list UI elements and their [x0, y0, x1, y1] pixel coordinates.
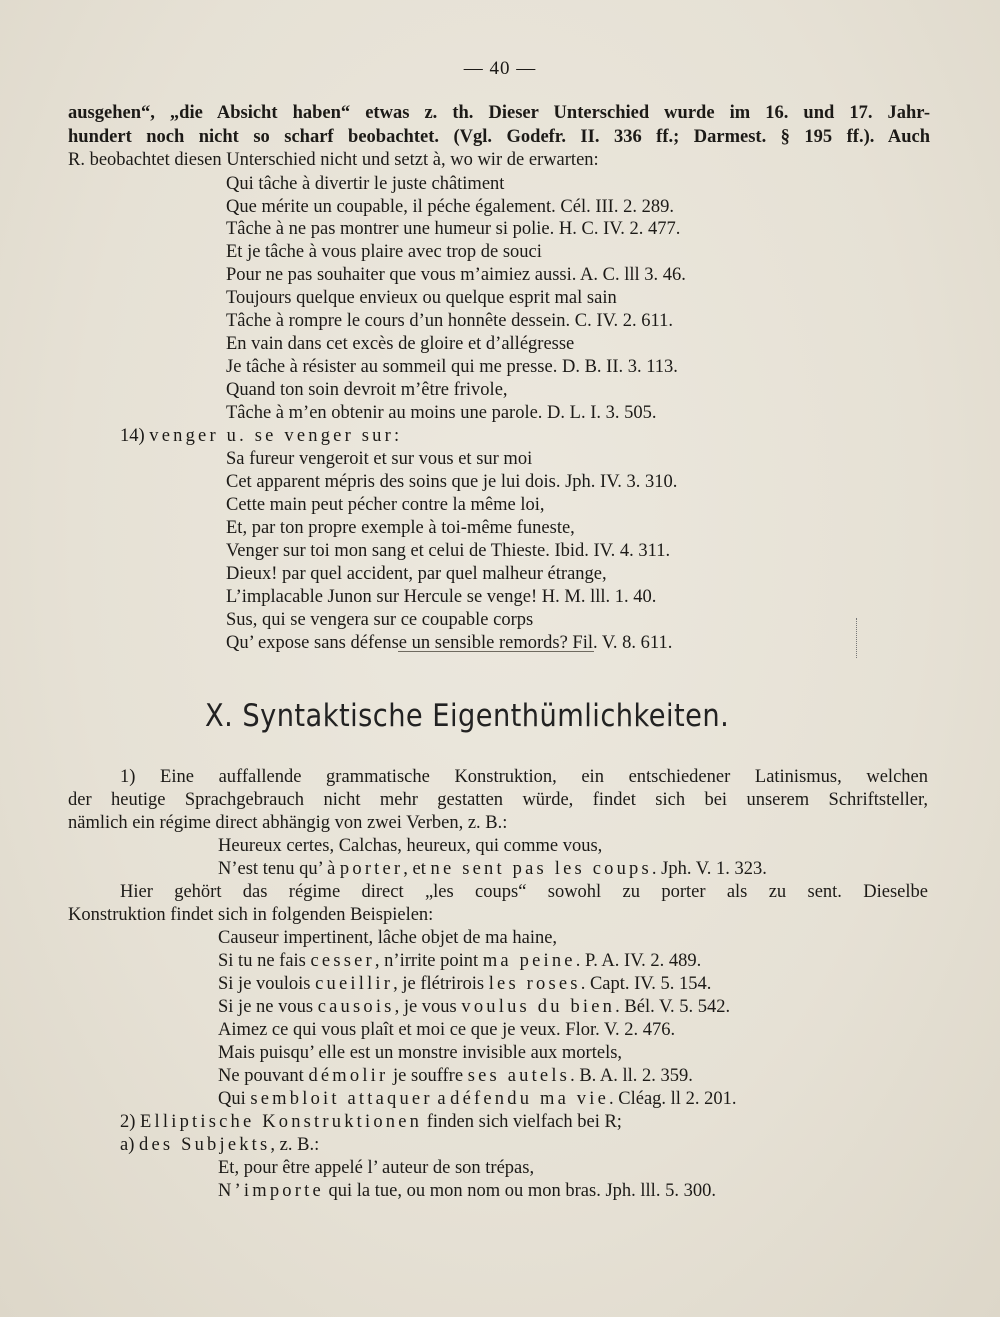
quote-line: Tâche à rompre le cours d’un honnête dessein. C. IV. 2. 611.	[226, 311, 673, 331]
quote-line: Pour ne pas souhaiter que vous m’aimiez aussi. A. C. lll 3. 46.	[226, 265, 686, 285]
quote-line	[218, 950, 701, 972]
emphasis-word: ne sent pas les coups	[430, 859, 652, 879]
emphasis-word: ma peine	[482, 951, 576, 971]
quote-segment: , n’irrite point	[374, 951, 483, 971]
body-text-line: nämlich ein régime direct abhängig von zwei Verben, z. B.:	[68, 813, 508, 833]
body-text-line: Konstruktion findet sich in folgenden Beispielen:	[68, 905, 434, 925]
body-text-segment: , z. B.:	[270, 1135, 320, 1155]
quote-segment: a	[432, 1089, 451, 1109]
quote-line	[218, 858, 767, 880]
quote-segment: Si tu ne fais	[218, 951, 311, 971]
quote-line: Sus, qui se vengera sur ce coupable corps	[226, 610, 534, 630]
quote-line: Sa fureur vengeroit et sur vous et sur moi	[226, 449, 533, 469]
quote-line: Dieux! par quel accident, par quel malheur étrange,	[226, 564, 607, 584]
quote-line	[218, 1088, 736, 1110]
citation: . Capt. IV. 5. 154.	[580, 974, 712, 994]
emphasis-word: démolir	[308, 1066, 389, 1086]
quote-segment: Qui	[218, 1089, 251, 1109]
quote-segment: , et	[403, 859, 431, 879]
item-number: a)	[120, 1135, 139, 1155]
quote-line: Cette main peut pécher contre la même loi,	[226, 495, 545, 515]
emphasis-word: sembloit attaquer	[250, 1089, 433, 1109]
quote-line: Mais puisqu’ elle est un monstre invisible aux mortels,	[218, 1043, 623, 1063]
quote-line	[218, 1065, 693, 1087]
quote-line	[218, 973, 711, 995]
emphasis-word: voulus du bien	[461, 997, 616, 1017]
emphasis-word: N’importe	[218, 1181, 324, 1201]
quote-line: Qu’ expose sans défense un sensible remords? Fil. V. 8. 611.	[226, 633, 673, 653]
item-term: Elliptische Konstruktionen	[140, 1112, 423, 1132]
item-heading	[120, 1111, 622, 1133]
emphasis-word: causois	[317, 997, 395, 1017]
quote-line: Que mérite un coupable, il péche également. Cél. III. 2. 289.	[226, 197, 674, 217]
quote-line	[218, 996, 730, 1018]
quote-line: Qui tâche à divertir le juste châtiment	[226, 174, 505, 194]
citation: . Bél. V. 5. 542.	[615, 997, 731, 1017]
quote-line: Causeur impertinent, lâche objet de ma haine,	[218, 928, 558, 948]
item-number: 14)	[120, 426, 145, 446]
quote-line: Et je tâche à vous plaire avec trop de souci	[226, 242, 542, 262]
citation: . Cléag. ll 2. 201.	[609, 1089, 737, 1109]
item-heading	[120, 1134, 319, 1156]
citation: . B. A. ll. 2. 359.	[570, 1066, 693, 1086]
quote-line: Et, pour être appelé l’ auteur de son trépas,	[218, 1158, 535, 1178]
citation: . Jph. V. 1. 323.	[651, 859, 767, 879]
emphasis-word: porter	[339, 859, 404, 879]
citation: qui la tue, ou mon nom ou mon bras. Jph. lll. 5. 300.	[323, 1181, 716, 1201]
quote-line: Aimez ce qui vous plaît et moi ce que je veux. Flor. V. 2. 476.	[218, 1020, 676, 1040]
quote-segment: Si je ne vous	[218, 997, 318, 1017]
section-divider	[398, 651, 594, 652]
quote-line: Venger sur toi mon sang et celui de Thieste. Ibid. IV. 4. 311.	[226, 541, 671, 561]
emphasis-word: cueillir	[315, 974, 394, 994]
quote-line: Je tâche à résister au sommeil qui me presse. D. B. II. 3. 113.	[226, 357, 678, 377]
quote-segment: , je vous	[394, 997, 462, 1017]
margin-mark	[856, 618, 859, 658]
quote-segment: N’est tenu qu’ à	[218, 859, 340, 879]
quote-line: Et, par ton propre exemple à toi-même funeste,	[226, 518, 575, 538]
quote-line: Tâche à ne pas montrer une humeur si polie. H. C. IV. 2. 477.	[226, 219, 681, 239]
item-heading	[120, 425, 402, 447]
quote-line	[218, 1180, 716, 1202]
body-text-line: 1) Eine auffallende grammatische Konstruktion, ein entschiedener Latinismus, welchen	[120, 767, 928, 787]
emphasis-word: cesser	[310, 951, 375, 971]
item-number: 2)	[120, 1112, 141, 1132]
section-title: X. Syntaktische Eigenthümlichkeiten.	[205, 698, 730, 734]
quote-line: Quand ton soin devroit m’être frivole,	[226, 380, 508, 400]
emphasis-word: ses autels	[467, 1066, 571, 1086]
quote-line: Tâche à m’en obtenir au moins une parole. D. L. I. 3. 505.	[226, 403, 657, 423]
quote-line: Toujours quelque envieux ou quelque esprit mal sain	[226, 288, 617, 308]
quote-line: Heureux certes, Calchas, heureux, qui comme vous,	[218, 836, 603, 856]
quote-line: En vain dans cet excès de gloire et d’allégresse	[226, 334, 575, 354]
quote-line: Cet apparent mépris des soins que je lui dois. Jph. IV. 3. 310.	[226, 472, 678, 492]
quote-segment: , je flétrirois	[393, 974, 489, 994]
page-number: — 40 —	[463, 58, 537, 79]
quote-segment: Ne pouvant	[218, 1066, 309, 1086]
body-text-line: der heutige Sprachgebrauch nicht mehr gestatten würde, findet sich bei unserem Schriftsteller,	[68, 790, 928, 810]
item-term: venger u. se venger sur:	[149, 426, 403, 446]
emphasis-word: défendu ma vie	[450, 1089, 610, 1109]
body-text-line: R. beobachtet diesen Unterschied nicht und setzt à, wo wir de erwarten:	[68, 150, 599, 170]
item-term: des Subjekts	[139, 1135, 271, 1155]
body-text-line: ausgehen“, „die Absicht haben“ etwas z. th. Dieser Unterschied wurde im 16. und 17. Jahr-	[68, 103, 930, 123]
body-text-line: hundert noch nicht so scharf beobachtet. (Vgl. Godefr. II. 336 ff.; Darmest. § 195 ff.). Auch	[68, 127, 930, 147]
emphasis-word: les roses	[488, 974, 581, 994]
citation: . P. A. IV. 2. 489.	[575, 951, 702, 971]
body-text-segment: finden sich vielfach bei R;	[422, 1112, 622, 1132]
quote-segment: Si je voulois	[218, 974, 316, 994]
quote-segment: je souffre	[388, 1066, 468, 1086]
body-text-line: Hier gehört das régime direct „les coups“ sowohl zu porter als zu sent. Dieselbe	[120, 882, 928, 902]
quote-line: L’implacable Junon sur Hercule se venge! H. M. lll. 1. 40.	[226, 587, 657, 607]
